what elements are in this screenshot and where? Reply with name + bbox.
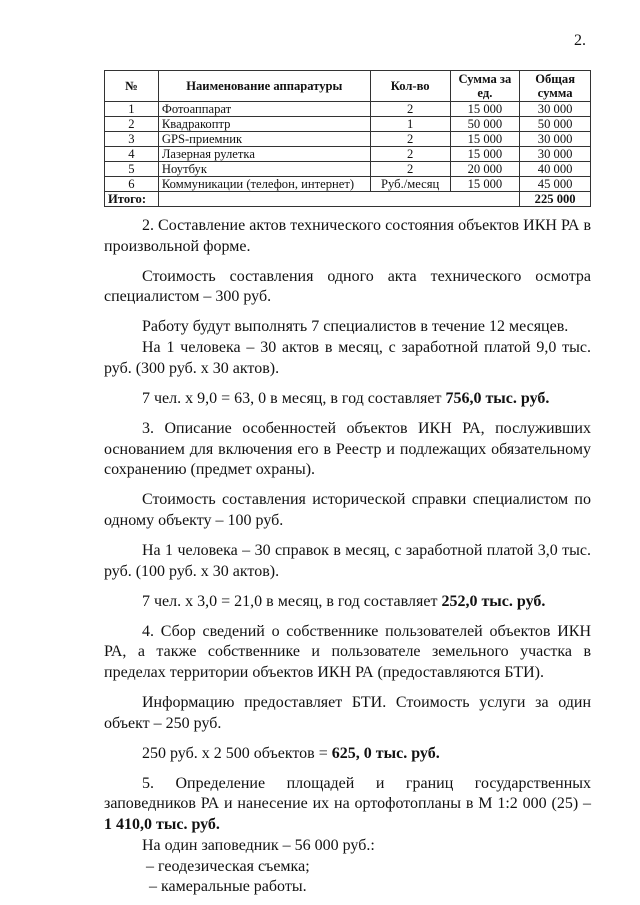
row-number: 6 — [105, 177, 159, 192]
paragraph-section-4: 4. Сбор сведений о собственнике пользователей объектов ИКН РА, а также собственнике и пользователе земельного участка в пределах территории объектов ИКН РА (предоставляются БТИ). — [104, 622, 591, 682]
table-row — [105, 132, 591, 147]
total-value: 225 000 — [520, 192, 591, 207]
header-qty: Кол-во — [370, 71, 450, 102]
page-number: 2. — [574, 32, 586, 49]
row-name: GPS-приемник — [158, 132, 370, 147]
row-name: Ноутбук — [158, 162, 370, 177]
paragraph-bti: Информацию предоставляет БТИ. Стоимость услуги за один объект – 250 руб. — [104, 694, 591, 732]
header-unit-price: Сумма за ед. — [450, 71, 520, 102]
calc-text: 7 чел. х 3,0 = 21,0 в месяц, в год составляет — [142, 592, 442, 610]
row-name: Фотоаппарат — [158, 102, 370, 117]
paragraph-section-2: 2. Составление актов технического состояния объектов ИКН РА в произвольной форме. — [104, 217, 591, 255]
calc-result: 756,0 тыс. руб. — [445, 389, 550, 407]
table-row — [105, 102, 591, 117]
row-qty: Руб./месяц — [370, 177, 450, 192]
calc-text: 7 чел. х 9,0 = 63, 0 в месяц, в год составляет — [142, 389, 446, 407]
table-total-row — [105, 192, 591, 207]
header-total: Общая сумма — [520, 71, 591, 102]
paragraph-calc-3 — [104, 744, 591, 765]
row-total: 50 000 — [520, 117, 591, 132]
table-header-row — [105, 71, 591, 102]
paragraph-per-reserve: На один заповедник – 56 000 руб.: — [142, 836, 375, 854]
row-unit-price: 15 000 — [450, 102, 520, 117]
row-unit-price: 20 000 — [450, 162, 520, 177]
paragraph-reference-cost: Стоимость составления исторической справки специалистом по одному объекту – 100 руб. — [104, 491, 591, 529]
paragraph-act-cost: Стоимость составления одного акта технического осмотра специалистом – 300 руб. — [104, 267, 591, 306]
paragraph-section-3: 3. Описание особенностей объектов ИКН РА, послуживших основанием для включения его в Реестр и подлежащих обязательному сохранению (предмет охраны). — [104, 419, 591, 479]
header-name: Наименование аппаратуры — [158, 71, 370, 102]
row-name: Квадракоптр — [158, 117, 370, 132]
paragraph-reference-salary: На 1 человека – 30 справок в месяц, с заработной платой 3,0 тыс. руб. (100 руб. х 30 актов). — [104, 541, 591, 580]
row-unit-price: 50 000 — [450, 117, 520, 132]
row-unit-price: 15 000 — [450, 177, 520, 192]
calc-result: 252,0 тыс. руб. — [441, 592, 546, 610]
header-number: № — [105, 71, 159, 102]
row-number: 5 — [105, 162, 159, 177]
row-total: 30 000 — [520, 102, 591, 117]
section-5-text: 5. Определение площадей и границ государственных заповедников РА и нанесение их на ортофотопланы в М 1:2 000 (25) – — [104, 774, 591, 813]
section-5-cost: 1 410,0 тыс. руб. — [104, 816, 220, 834]
row-total: 30 000 — [520, 147, 591, 162]
row-number: 1 — [105, 102, 159, 117]
equipment-table — [104, 70, 591, 207]
row-total: 40 000 — [520, 162, 591, 177]
calc-text: 250 руб. х 2 500 объектов = — [142, 744, 332, 762]
row-qty: 2 — [370, 132, 450, 147]
paragraph-section-5 — [104, 774, 591, 836]
row-name: Лазерная рулетка — [158, 147, 370, 162]
paragraph-workers-line: Работу будут выполнять 7 специалистов в течение 12 месяцев. — [142, 318, 569, 336]
document-body — [104, 70, 591, 898]
paragraph-workers-salary: На 1 человека – 30 актов в месяц, с заработной платой 9,0 тыс. руб. (300 руб. х 30 актов). — [104, 339, 591, 377]
table-row — [105, 177, 591, 192]
row-unit-price: 15 000 — [450, 132, 520, 147]
list-item: – камеральные работы. — [149, 878, 307, 896]
row-number: 3 — [105, 132, 159, 147]
row-qty: 2 — [370, 102, 450, 117]
paragraph-calc-2 — [104, 592, 591, 613]
table-row — [105, 117, 591, 132]
table-row — [105, 162, 591, 177]
row-qty: 2 — [370, 147, 450, 162]
row-unit-price: 15 000 — [450, 147, 520, 162]
row-total: 30 000 — [520, 132, 591, 147]
table-row — [105, 147, 591, 162]
calc-result: 625, 0 тыс. руб. — [331, 744, 440, 762]
paragraph-workers — [104, 317, 591, 379]
row-qty: 1 — [370, 117, 450, 132]
row-number: 4 — [105, 147, 159, 162]
row-total: 45 000 — [520, 177, 591, 192]
row-name: Коммуникации (телефон, интернет) — [158, 177, 370, 192]
list-item: – геодезическая съемка; — [146, 857, 310, 875]
total-label: Итого: — [105, 192, 159, 207]
row-number: 2 — [105, 117, 159, 132]
paragraph-calc-1 — [104, 389, 591, 410]
row-qty: 2 — [370, 162, 450, 177]
